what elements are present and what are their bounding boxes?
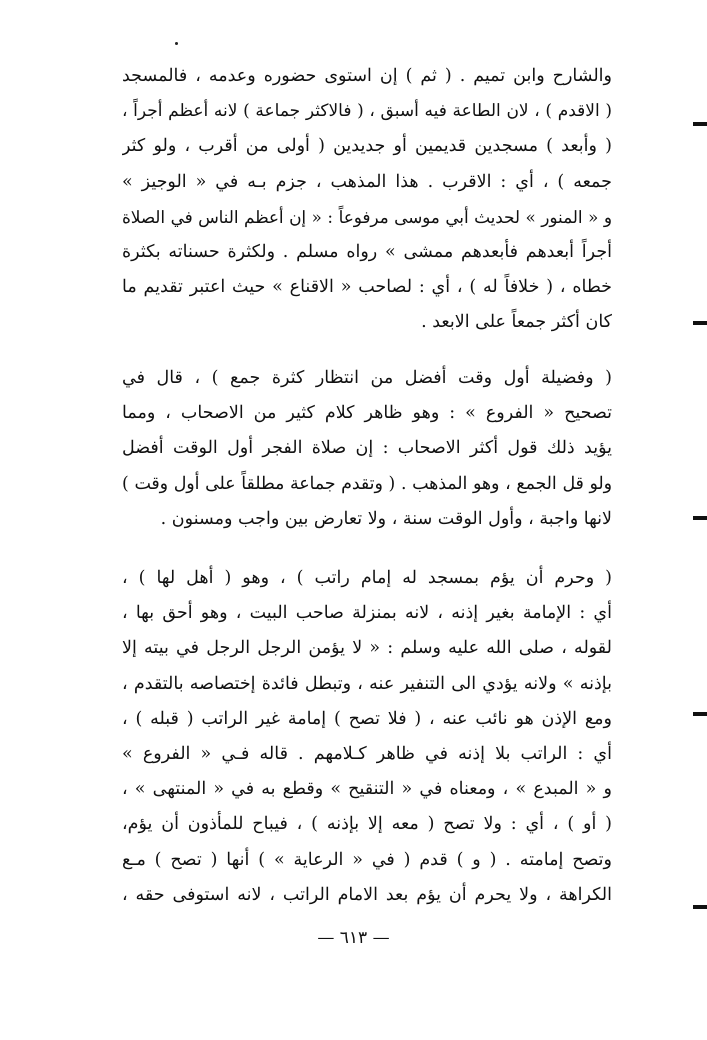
text-line: لانها واجبة ، وأول الوقت سنة ، ولا تعارض بين واجب ومسنون .: [160, 508, 612, 529]
binding-mark: [693, 122, 707, 126]
text-line: ( أو ) ، أي : ولا تصح ( معه إلا بإذنه ) ، فيباح للمأذون أن يؤم،: [122, 814, 612, 835]
text-line: ( وأبعد ) مسجدين قديمين أو جديدين ( أولى من أقرب ، ولو كثر: [122, 136, 612, 157]
text-line: الكراهة ، ولا يحرم أن يؤم بعد الامام الراتب ، لانه استوفى حقه ،: [122, 884, 612, 905]
binding-mark: [693, 905, 707, 909]
text-line: ( وفضيلة أول وقت أفضل من انتظار كثرة جمع ) ، قال في: [122, 368, 612, 388]
paragraph-2: [122, 361, 612, 537]
text-line: ( وحرم أن يؤم بمسجد له إمام راتب ) ، وهو ( أهل لها ) ،: [122, 568, 612, 588]
paragraph-1: [122, 59, 612, 341]
text-line: والشارح وابن تميم . ( ثم ) إن استوى حضوره وعدمه ، فالمسجد: [122, 66, 612, 86]
text-line: كان أكثر جمعاً على الابعد .: [421, 312, 612, 333]
text-line: وتصح إمامته . ( و ) قدم ( في « الرعاية » ) أنها ( تصح ) مـع: [122, 849, 612, 870]
text-line: بإذنه » ولانه يؤدي الى التنفير عنه ، وتبطل فائدة إختصاصه بالتقدم ،: [122, 673, 612, 694]
text-line: خطاه ، ( خلافاً له ) ، أي : لصاحب « الاقناع » حيث اعتبر تقديم ما: [122, 277, 612, 298]
text-line: و « المنور » لحديث أبي موسى مرفوعاً : « إن أعظم الناس في الصلاة: [122, 206, 612, 227]
text-line: أي : الإمامة بغير إذنه ، لانه بمنزلة صاحب البيت ، وهو أحق بها ،: [122, 603, 612, 624]
binding-mark: [693, 516, 707, 520]
text-line: جمعه ) ، أي : الاقرب . هذا المذهب ، جزم بـه في « الوجيز »: [122, 171, 612, 192]
text-line: تصحيح « الفروع » : وهو ظاهر كلام كثير من الاصحاب ، ومما: [122, 403, 612, 424]
ink-speck: [175, 42, 178, 45]
text-line: أجراً أبعدهم فأبعدهم ممشى » رواه مسلم . ولكثرة حسناته بكثرة: [122, 241, 612, 262]
paragraph-3: [122, 561, 612, 913]
binding-mark: [693, 712, 707, 716]
text-line: ولو قل الجمع ، وهو المذهب . ( وتقدم جماعة مطلقاً على أول وقت ): [122, 473, 612, 494]
text-line: ( الاقدم ) ، لان الطاعة فيه أسبق ، ( فالاكثر جماعة ) لانه أعظم أجراً ،: [122, 101, 612, 122]
text-line: يؤيد ذلك قول أكثر الاصحاب : إن صلاة الفجر أول الوقت أفضل: [122, 438, 612, 459]
page-number: — ٦١٣ —: [317, 928, 390, 948]
text-line: لقوله ، صلى الله عليه وسلم : « لا يؤمن الرجل الرجل في بيته إلا: [122, 638, 612, 659]
text-line: و « المبدع » ، ومعناه في « التنقيح » وقطع به في « المنتهى » ،: [122, 779, 612, 800]
text-line: أي : الراتب بلا إذنه في ظاهر كـلامهم . قاله فـي « الفروع »: [122, 743, 612, 764]
text-line: ومع الإذن هو نائب عنه ، ( فلا تصح ) إمامة غير الراتب ( قبله ) ،: [122, 708, 612, 729]
binding-mark: [693, 321, 707, 325]
